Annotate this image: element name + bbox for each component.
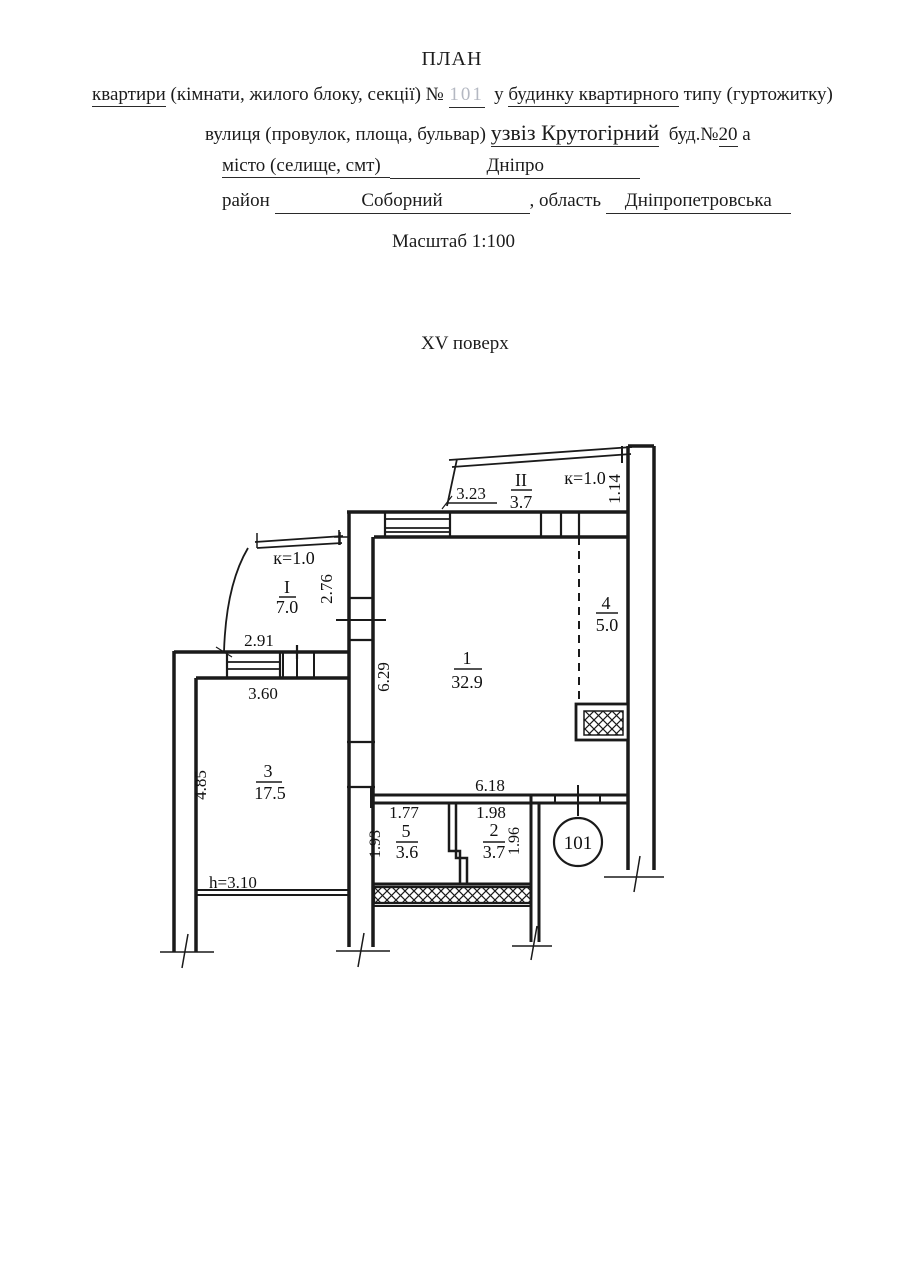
apartment-number-field: 101 [449, 85, 485, 108]
window-room1 [385, 512, 450, 537]
room5-area-label: 3.6 [395, 842, 419, 862]
dim-balcony1-width: 2.91 [244, 631, 274, 650]
label-building-type: будинку квартирного [508, 84, 679, 105]
room5-number-label: 5 [401, 821, 411, 841]
page-title: ПЛАН [421, 48, 483, 70]
room3-area-label: 17.5 [254, 783, 286, 803]
window-room3 [227, 652, 314, 678]
label-building-pre: у [494, 84, 509, 105]
dim-balcony2-width: 3.23 [456, 484, 486, 503]
balcony1-coefficient-label: к=1.0 [273, 548, 315, 568]
label-city: місто (селище, смт) [222, 155, 391, 176]
room4-area-label: 5.0 [595, 615, 619, 635]
street-value: узвіз Крутогірний [490, 120, 660, 145]
balcony2-coefficient-label: к=1.0 [564, 468, 606, 488]
hatched-wall-strip [374, 887, 531, 903]
ventilation-shaft [576, 704, 628, 740]
dim-balcony2-depth: 1.14 [605, 474, 624, 504]
dim-room5-width: 1.77 [389, 803, 419, 822]
dim-room3-width: 3.60 [248, 684, 278, 703]
apartment-number-label: 101 [563, 833, 593, 854]
balcony2-area-label: 3.7 [509, 492, 533, 512]
room2-number-label: 2 [489, 820, 499, 840]
room4-number-label: 4 [601, 593, 611, 613]
floor-label: XV поверх [421, 333, 509, 354]
district-value-field: Соборний [275, 191, 530, 214]
dim-room1-depth: 6.29 [374, 662, 393, 692]
dim-room5-depth: 1.93 [367, 830, 384, 858]
label-district: район [222, 190, 275, 211]
label-house: буд.№ [659, 124, 719, 145]
ceiling-height-label: h=3.10 [209, 873, 257, 892]
scale-label: Масштаб 1:100 [392, 231, 516, 252]
label-apartment-mid: (кімнати, жилого блоку, секції) № [165, 84, 449, 105]
dim-room2-depth: 1.96 [506, 827, 523, 855]
label-house-letter: а [737, 124, 751, 145]
dim-left-wall-top: 2.76 [317, 574, 336, 604]
room-label-underlines [256, 490, 618, 842]
dim-room3-depth: 4.85 [191, 770, 210, 800]
balcony2-number-label: II [515, 470, 527, 490]
dim-room2-width: 1.98 [476, 803, 506, 822]
label-region: , область [529, 190, 606, 211]
label-street: вулиця (провулок, площа, бульвар) [205, 124, 491, 145]
region-value-field: Дніпропетровська [606, 191, 791, 214]
room1-area-label: 32.9 [451, 672, 483, 692]
city-value-field: Дніпро [390, 156, 640, 179]
label-apartment: квартири [92, 84, 166, 105]
dim-room1-width: 6.18 [475, 776, 505, 795]
balcony1-number-label: I [284, 577, 290, 597]
balcony1-area-label: 7.0 [275, 597, 299, 617]
room3-number-label: 3 [263, 761, 273, 781]
room1-number-label: 1 [462, 648, 472, 668]
room2-area-label: 3.7 [482, 842, 506, 862]
house-number-value: 20 [718, 124, 738, 145]
wall-ticks [297, 530, 600, 816]
label-building-post: типу (гуртожитку) [678, 84, 833, 105]
